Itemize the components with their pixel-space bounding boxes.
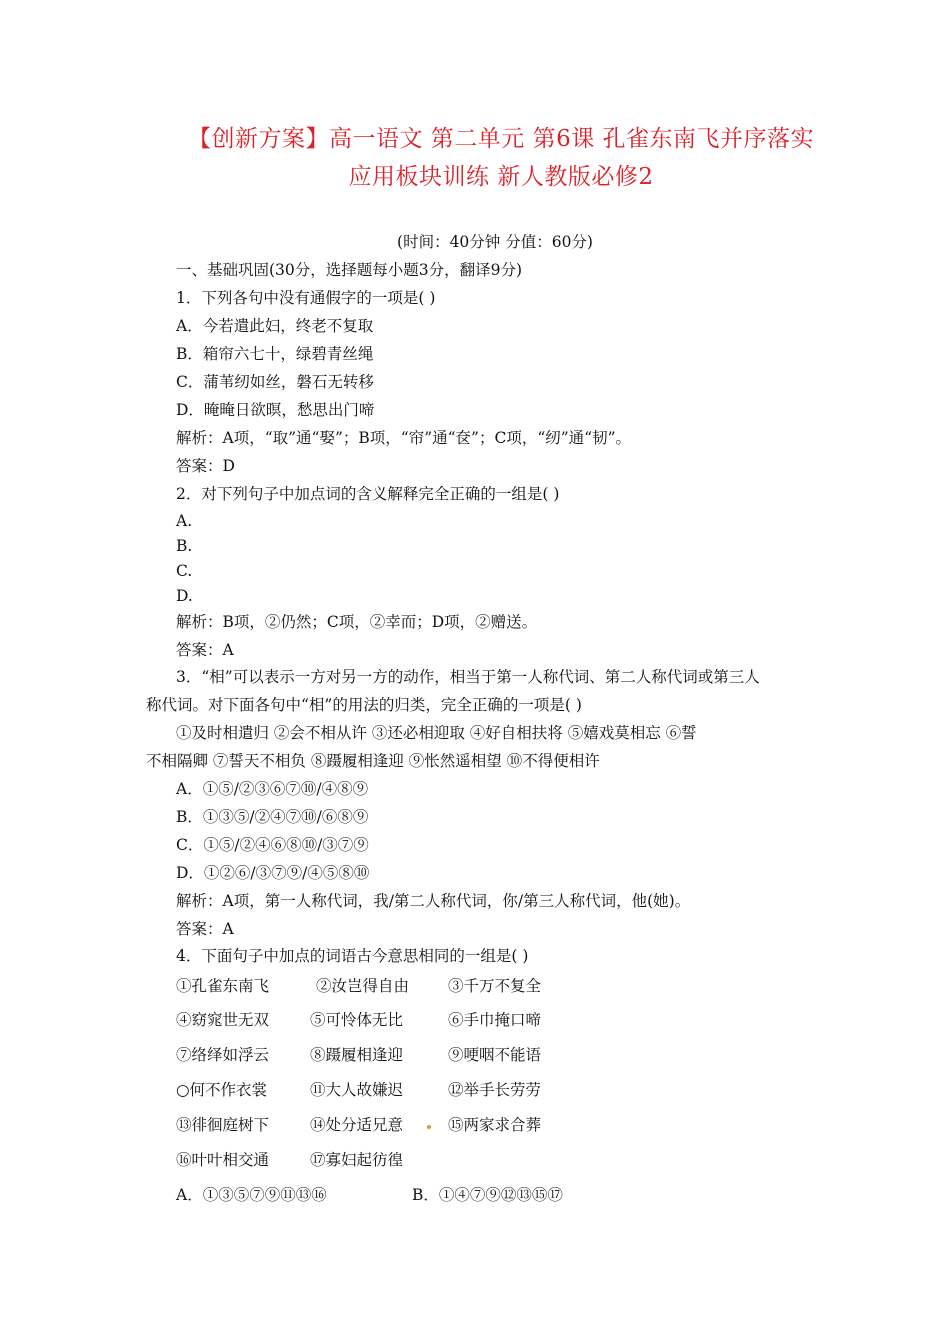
q1-answer: 答案：D xyxy=(176,457,235,475)
q4-item: ⑧蹑履相逢迎 xyxy=(310,1046,404,1064)
q4-item: ⑫举手长劳劳 xyxy=(448,1081,542,1099)
q2-option-a: A. xyxy=(176,512,193,530)
q2-analysis: 解析：B项，②仍然；C项，②幸而；D项，②赠送。 xyxy=(176,613,538,631)
document-title-line1: 【创新方案】高一语文 第二单元 第6课 孔雀东南飞并序落实 xyxy=(187,126,815,152)
q3-answer: 答案：A xyxy=(176,920,234,938)
q4-item: ○何不作衣裳 xyxy=(176,1081,268,1099)
q1-option-c: C．蒲苇纫如丝，磐石无转移 xyxy=(176,373,374,391)
q4-stem: 4．下面句子中加点的词语古今意思相同的一组是( ) xyxy=(176,947,529,965)
q4-item: ④窈窕世无双 xyxy=(176,1011,270,1029)
q2-stem: 2．对下列句子中加点词的含义解释完全正确的一组是( ) xyxy=(176,485,560,503)
q2-answer: 答案：A xyxy=(176,641,234,659)
q1-option-b: B．箱帘六七十，绿碧青丝绳 xyxy=(176,345,374,363)
q4-item: ①孔雀东南飞 xyxy=(176,977,270,995)
q3-option-a: A．①⑤/②③⑥⑦⑩/④⑧⑨ xyxy=(176,780,369,798)
q4-item: ⑤可怜体无比 xyxy=(310,1011,404,1029)
q3-option-b: B．①③⑤/②④⑦⑩/⑥⑧⑨ xyxy=(176,808,369,826)
q4-item: ⑥手巾掩口啼 xyxy=(448,1011,542,1029)
q1-analysis: 解析：A项，“取”通“娶”；B项，“帘”通“奁”；C项，“纫”通“韧”。 xyxy=(176,429,632,447)
stray-dot-mark xyxy=(427,1125,431,1129)
q4-option-b: B．①④⑦⑨⑫⑬⑮⑰ xyxy=(412,1186,563,1204)
q4-item: ⑰寡妇起彷徨 xyxy=(310,1151,404,1169)
q4-option-a: A．①③⑤⑦⑨⑪⑬⑯ xyxy=(176,1186,327,1204)
q2-option-b: B. xyxy=(176,537,193,555)
q4-item: ⑭处分适兄意 xyxy=(310,1116,404,1134)
q4-item: ⑬徘徊庭树下 xyxy=(176,1116,270,1134)
q4-item: ⑮两家求合葬 xyxy=(448,1116,542,1134)
time-score-info: (时间：40分钟 分值：60分) xyxy=(397,233,593,251)
q3-option-d: D．①②⑥/③⑦⑨/④⑤⑧⑩ xyxy=(176,864,370,882)
q3-items-line2: 不相隔卿 ⑦誓天不相负 ⑧蹑履相逢迎 ⑨怅然遥相望 ⑩不得便相许 xyxy=(146,752,600,770)
q4-item: ⑪大人故嫌迟 xyxy=(310,1081,404,1099)
q1-option-d: D．晻晻日欲暝，愁思出门啼 xyxy=(176,401,375,419)
document-title-line2: 应用板块训练 新人教版必修2 xyxy=(348,164,654,190)
q3-analysis: 解析：A项，第一人称代词，我/第二人称代词，你/第三人称代词，他(她)。 xyxy=(176,892,691,910)
q3-items-line1: ①及时相遣归 ②会不相从许 ③还必相迎取 ④好自相扶将 ⑤嬉戏莫相忘 ⑥誓 xyxy=(176,724,697,742)
section-heading: 一、基础巩固(30分，选择题每小题3分，翻译9分) xyxy=(176,261,523,279)
q1-option-a: A．今若遣此妇，终老不复取 xyxy=(176,317,374,335)
q3-stem-line1: 3．“相”可以表示一方对另一方的动作，相当于第一人称代词、第二人称代词或第三人 xyxy=(176,668,760,686)
q1-stem: 1．下列各句中没有通假字的一项是( ) xyxy=(176,289,436,307)
q3-option-c: C．①⑤/②④⑥⑧⑩/③⑦⑨ xyxy=(176,836,369,854)
q2-option-d: D. xyxy=(176,587,193,605)
q4-item: ⑯叶叶相交通 xyxy=(176,1151,270,1169)
q4-item: ③千万不复全 xyxy=(448,977,542,995)
q4-item: ⑨哽咽不能语 xyxy=(448,1046,542,1064)
q3-stem-line2: 称代词。对下面各句中“相”的用法的归类，完全正确的一项是( ) xyxy=(146,696,582,714)
q2-option-c: C. xyxy=(176,562,193,580)
q4-item: ②汝岂得自由 xyxy=(316,977,410,995)
q4-item: ⑦络绎如浮云 xyxy=(176,1046,270,1064)
